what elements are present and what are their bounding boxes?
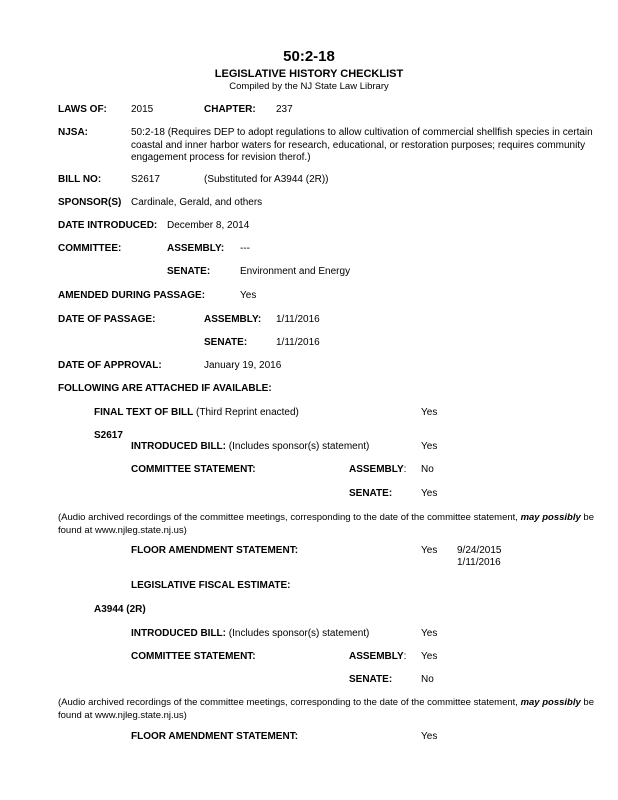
sponsors-value: Cardinale, Gerald, and others — [131, 197, 263, 208]
s2617-fiscal-label: LEGISLATIVE FISCAL ESTIMATE: — [131, 580, 291, 591]
s2617-introduced-label: INTRODUCED BILL: — [131, 441, 226, 452]
sponsors-label: SPONSOR(S) — [58, 197, 122, 208]
s2617-introduced-value: Yes — [421, 441, 438, 452]
a3944-assembly-row — [349, 651, 406, 663]
chapter-value: 237 — [276, 104, 293, 115]
final-text-note: (Third Reprint enacted) — [193, 407, 299, 418]
compiled-by: Compiled by the NJ State Law Library — [229, 81, 389, 92]
s2617-audio-note-pre: (Audio archived recordings of the committee meetings, corresponding to the date of the committee statement, — [58, 512, 521, 523]
s2617-committee-statement-label: COMMITTEE STATEMENT: — [131, 464, 256, 475]
s2617-introduced-row — [131, 441, 369, 453]
page-title: LEGISLATIVE HISTORY CHECKLIST — [214, 68, 404, 80]
a3944-heading: A3944 (2R) — [94, 604, 146, 615]
s2617-assembly-colon: : — [403, 464, 407, 475]
chapter-label: CHAPTER: — [204, 104, 256, 115]
laws-of-value: 2015 — [131, 104, 154, 115]
final-text-label: FINAL TEXT OF BILL — [94, 407, 194, 418]
a3944-floor-value: Yes — [421, 731, 438, 742]
a3944-audio-note-post: be found at www.njleg.state.nj.us) — [58, 697, 594, 721]
amended-value: Yes — [240, 290, 257, 301]
amended-label: AMENDED DURING PASSAGE: — [58, 290, 206, 301]
final-text-row — [94, 407, 299, 419]
s2617-audio-note-post: be found at www.njleg.state.nj.us) — [58, 512, 594, 536]
s2617-introduced-note: (Includes sponsor(s) statement) — [226, 441, 370, 452]
s2617-floor-label: FLOOR AMENDMENT STATEMENT: — [131, 545, 299, 556]
a3944-introduced-row — [131, 628, 369, 640]
a3944-assembly-label: ASSEMBLY — [349, 651, 404, 662]
s2617-floor-date-2: 1/11/2016 — [457, 557, 501, 568]
passage-senate-value: 1/11/2016 — [276, 337, 320, 348]
s2617-floor-date-1: 9/24/2015 — [457, 545, 502, 556]
a3944-senate-label: SENATE: — [349, 674, 393, 685]
substituted-note: (Substituted for A3944 (2R)) — [204, 174, 329, 185]
attached-heading: FOLLOWING ARE ATTACHED IF AVAILABLE: — [58, 383, 272, 394]
date-introduced-label: DATE INTRODUCED: — [58, 220, 158, 231]
a3944-audio-note — [58, 697, 606, 722]
a3944-committee-statement-label: COMMITTEE STATEMENT: — [131, 651, 256, 662]
a3944-introduced-label: INTRODUCED BILL: — [131, 628, 226, 639]
a3944-floor-label: FLOOR AMENDMENT STATEMENT: — [131, 731, 299, 742]
bill-no-label: BILL NO: — [58, 174, 102, 185]
committee-senate-label: SENATE: — [167, 266, 211, 277]
s2617-floor-value: Yes — [421, 545, 438, 556]
njsa-description: 50:2-18 (Requires DEP to adopt regulations to allow cultivation of commercial shellfish species in certain coastal and inner harbor waters for research, educational, or restoration purposes; requires community engagement process for revision therof.) — [131, 127, 593, 163]
laws-of-label: LAWS OF: — [58, 104, 107, 115]
s2617-senate-value: Yes — [421, 488, 438, 499]
passage-senate-label: SENATE: — [204, 337, 248, 348]
s2617-assembly-label: ASSEMBLY — [349, 464, 404, 475]
a3944-senate-value: No — [421, 674, 434, 685]
committee-label: COMMITTEE: — [58, 243, 122, 254]
a3944-audio-note-pre: (Audio archived recordings of the committee meetings, corresponding to the date of the committee statement, — [58, 697, 521, 708]
date-of-passage-label: DATE OF PASSAGE: — [58, 314, 156, 325]
a3944-introduced-value: Yes — [421, 628, 438, 639]
passage-assembly-value: 1/11/2016 — [276, 314, 320, 325]
committee-assembly-value: --- — [240, 243, 250, 254]
s2617-audio-note-emphasis: may possibly — [520, 512, 581, 523]
date-of-approval-label: DATE OF APPROVAL: — [58, 360, 162, 371]
committee-assembly-label: ASSEMBLY: — [167, 243, 225, 254]
statute-number: 50:2-18 — [283, 48, 335, 65]
s2617-senate-label: SENATE: — [349, 488, 393, 499]
bill-no-value: S2617 — [131, 174, 160, 185]
committee-senate-value: Environment and Energy — [240, 266, 351, 277]
a3944-assembly-colon: : — [403, 651, 407, 662]
passage-assembly-label: ASSEMBLY: — [204, 314, 262, 325]
a3944-introduced-note: (Includes sponsor(s) statement) — [226, 628, 370, 639]
final-text-value: Yes — [421, 407, 438, 418]
date-introduced-value: December 8, 2014 — [167, 220, 250, 231]
date-of-approval-value: January 19, 2016 — [204, 360, 282, 371]
s2617-heading: S2617 — [94, 430, 123, 441]
a3944-audio-note-emphasis: may possibly — [520, 697, 581, 708]
njsa-label: NJSA: — [58, 127, 89, 138]
s2617-assembly-row — [349, 464, 406, 476]
s2617-assembly-value: No — [421, 464, 434, 475]
s2617-audio-note — [58, 512, 606, 537]
a3944-assembly-value: Yes — [421, 651, 438, 662]
